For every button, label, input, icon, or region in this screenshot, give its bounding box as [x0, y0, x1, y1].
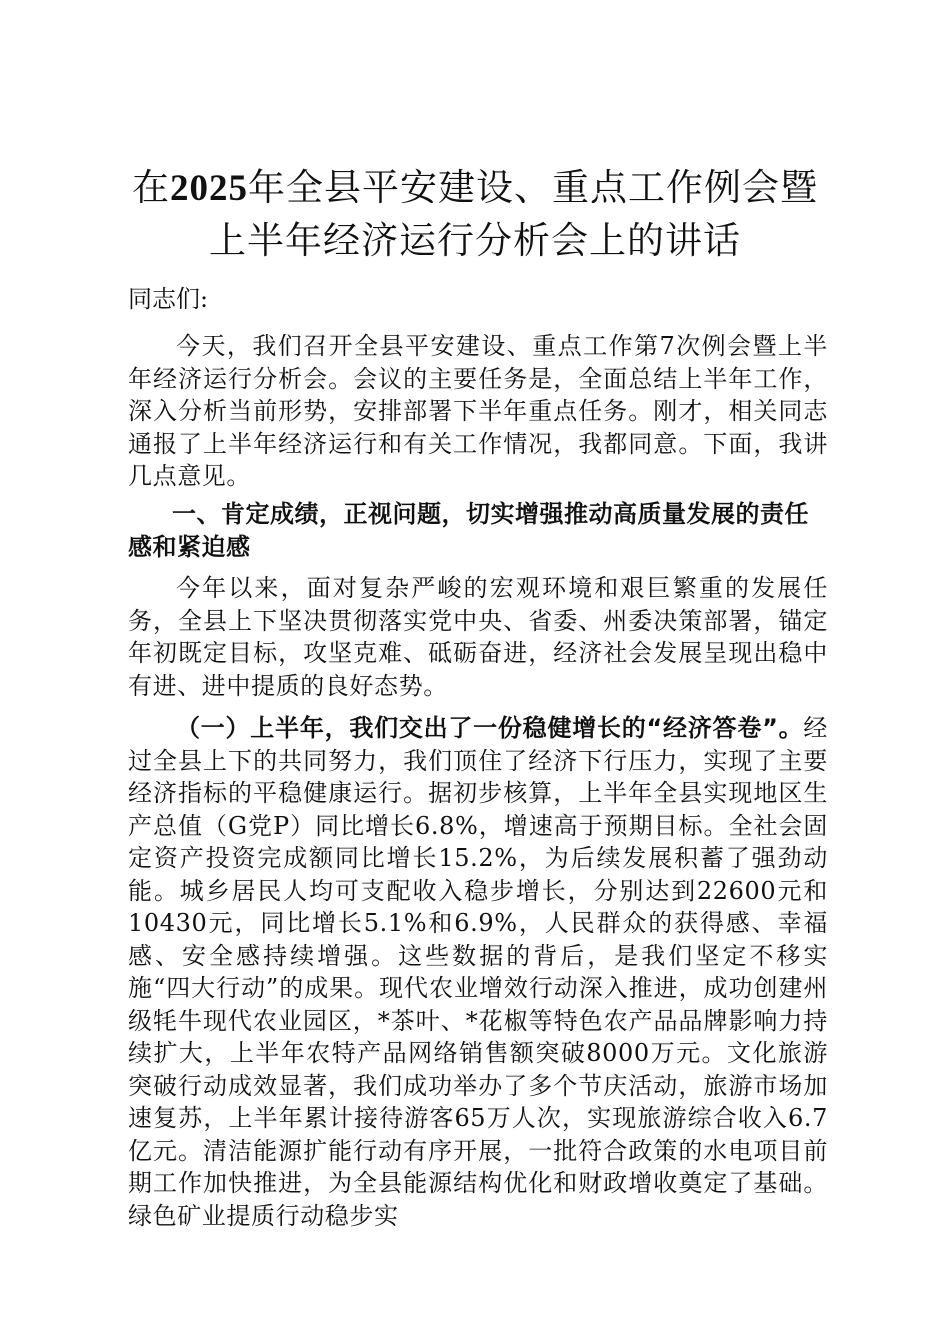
document-title	[120, 162, 830, 267]
section-one-heading: 一、肯定成绩，正视问题，切实增强推动高质量发展的责任感和紧迫感	[128, 500, 809, 561]
title-rest: 年全县平安建设、重点工作例会暨上半年经济运行分析会上的讲话	[209, 166, 818, 262]
subsection-one-lead: （一）上半年，我们交出了一份稳健增长的“经济答卷”。	[176, 714, 804, 742]
subsection-one-body: 经过全县上下的共同努力，我们顶住了经济下行压力，实现了主要经济指标的平稳健康运行。据初步核算，上半年全县实现地区生产总值（G党P）同比增长6.8%，增速高于预期目标。全社会固定资产投资完成额同比增长15.2%，为后续发展积蓄了强劲动能。城乡居民人均可支配收入稳步增长，分别达到22600元和10430元，同比增长5.1%和6.9%，人民群众的获得感、幸福感、安全感持续增强。这些数据的背后，是我们坚定不移实施“四大行动”的成果。现代农业增效行动深入推进，成功创建州级牦牛现代农业园区，*茶叶、*花椒等特色农产品品牌影响力持续扩大，上半年农特产品网络销售额突破8000万元。文化旅游突破行动成效显著，我们成功举办了多个节庆活动，旅游市场加速复苏，上半年累计接待游客65万人次，实现旅游综合收入6.7亿元。清洁能源扩能行动有序开展，一批符合政策的水电项目前期工作加快推进，为全县能源结构优化和财政增收奠定了基础。绿色矿业提质行动稳步实	[128, 714, 828, 1230]
intro-paragraph: 今天，我们召开全县平安建设、重点工作第7次例会暨上半年经济运行分析会。会议的主要任务是，全面总结上半年工作，深入分析当前形势，安排部署下半年重点任务。刚才，相关同志通报了上半年经济运行和有关工作情况，我都同意。下面，我讲几点意见。	[128, 332, 828, 490]
salutation: 同志们:	[128, 285, 209, 313]
title-prefix: 在	[132, 166, 170, 209]
section-one-paragraph: 今年以来，面对复杂严峻的宏观环境和艰巨繁重的发展任务，全县上下坚决贯彻落实党中央、省委、州委决策部署，锚定年初既定目标，攻坚克难、砥砺奋进，经济社会发展呈现出稳中有进、进中提质的良好态势。	[128, 574, 828, 700]
title-year: 2025	[170, 168, 248, 209]
subsection-one-paragraph	[128, 712, 828, 1232]
